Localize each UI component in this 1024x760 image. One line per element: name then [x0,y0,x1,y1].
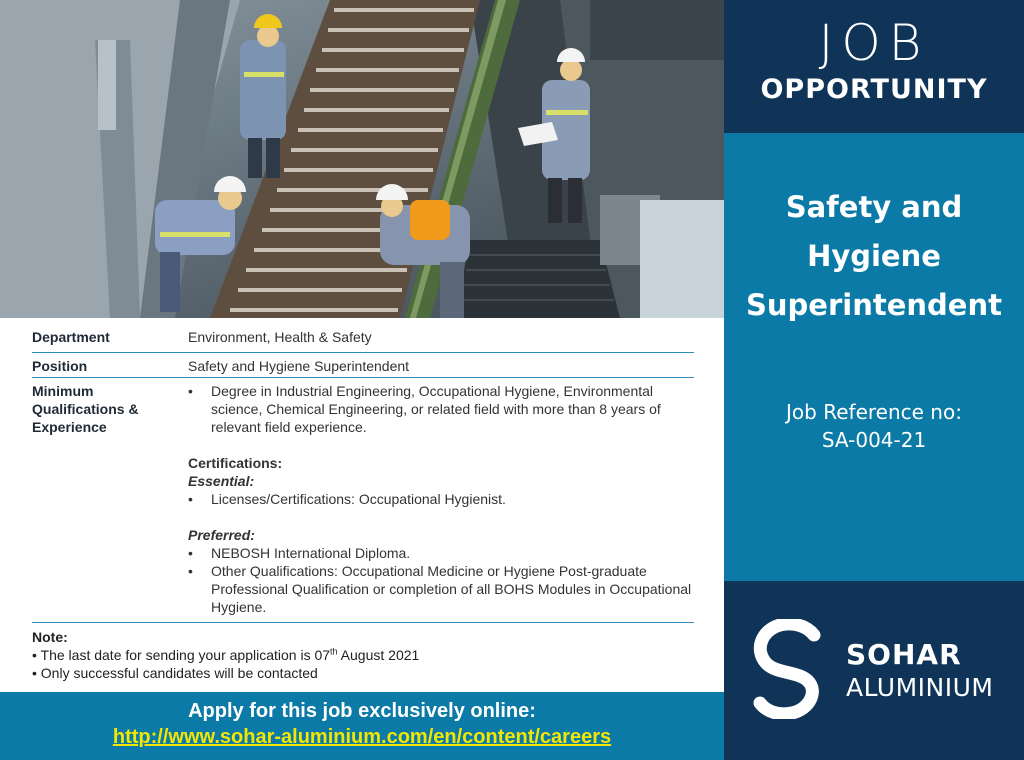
department-row [32,324,694,353]
opportunity-word: OPPORTUNITY [760,74,988,105]
industrial-workers-illustration [0,0,724,318]
contact-line: • Only successful candidates will be contacted [32,665,318,681]
degree-item: • Degree in Industrial Engineering, Occupational Hygiene, Environmental science, Chemical Engineering, or related field with more than 8 years of relevant field experience. [188,382,694,436]
job-title: Safety and Hygiene Superintendent [746,190,1002,322]
department-value: Environment, Health & Safety [188,329,372,345]
preferred-item: • Other Qualifications: Occupational Medicine or Hygiene Post-graduate Professional Qualification or completion of all BOHS Modules in Occupational Hygiene. [188,562,694,616]
position-value: Safety and Hygiene Superintendent [188,358,410,374]
logo-text-sohar: SOHAR [846,638,962,671]
job-opportunity-header [724,0,1024,133]
department-label: Department [32,329,110,345]
deadline-line: • The last date for sending your application is 07th August 2021 [32,646,420,663]
job-reference-label: Job Reference no: [786,400,962,424]
certifications-heading: Certifications: [188,455,283,471]
note-heading: Note: [32,629,68,645]
sohar-logo-icon [748,619,830,719]
position-row [32,353,694,378]
essential-heading: Essential: [188,473,255,489]
position-label: Position [32,358,88,374]
qualifications-value [188,382,694,616]
preferred-item: • NEBOSH International Diploma. [188,544,694,562]
job-word: JOB [818,14,930,72]
careers-link[interactable]: http://www.sohar-aluminium.com/en/content/careers [112,726,612,748]
qualifications-label: Minimum Qualifications & Experience [32,383,139,435]
essential-item: • Licenses/Certifications: Occupational Hygienist. [188,490,694,508]
company-logo-panel [724,581,1024,760]
job-title-panel [724,133,1024,581]
application-note [32,628,692,682]
logo-text-aluminium: ALUMINIUM [846,673,994,702]
job-reference-value: SA-004-21 [821,428,927,452]
job-sidebar [724,0,1024,760]
apply-instruction: Apply for this job exclusively online: [188,700,536,722]
qualifications-row [32,378,694,623]
hero-photo [0,0,724,318]
preferred-heading: Preferred: [188,527,255,543]
apply-banner [0,692,724,760]
